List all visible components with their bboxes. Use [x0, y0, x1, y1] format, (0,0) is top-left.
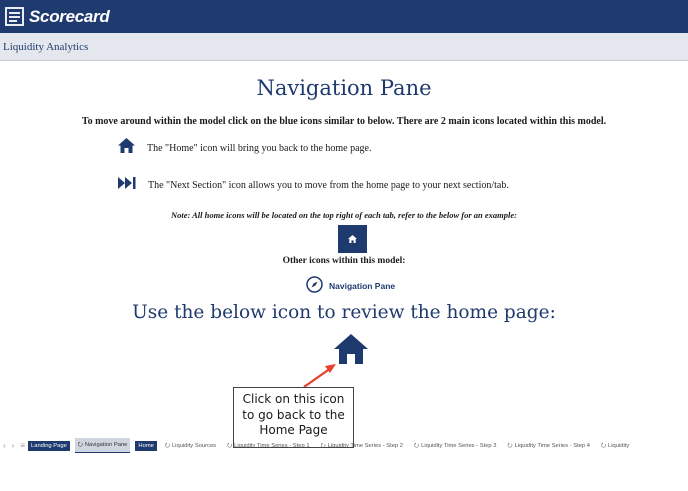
tab-item[interactable]: [318, 439, 406, 453]
tab-item[interactable]: [411, 439, 499, 453]
tab-item[interactable]: [75, 438, 131, 453]
tab-label: Landing Page: [31, 442, 67, 449]
tab-item[interactable]: [598, 439, 632, 453]
tab-label: Navigation Pane: [84, 442, 128, 448]
sheet-tab-bar: [0, 435, 688, 456]
tab-list: [28, 438, 637, 453]
tab-item[interactable]: [135, 441, 156, 451]
link-icon: ⭮: [320, 442, 326, 449]
navigation-pane-label: Navigation Pane: [329, 280, 396, 291]
link-icon: ⭮: [164, 442, 170, 449]
link-icon: ⭮: [77, 442, 83, 448]
link-icon: ⭮: [507, 442, 513, 449]
tab-item[interactable]: [224, 439, 312, 453]
link-icon: ⭮: [227, 442, 233, 449]
review-heading: Use the below icon to review the home page:: [132, 302, 556, 323]
tab-prev-icon[interactable]: ‹: [3, 441, 6, 450]
tab-label: Liquidity Time Series - Step 3: [421, 442, 497, 449]
tab-item[interactable]: [162, 439, 219, 453]
next-section-description: The "Next Section" icon allows you to move from the home page to your next section/tab.: [148, 179, 509, 191]
tab-item[interactable]: [505, 439, 593, 453]
callout-line: Click on this icon: [242, 392, 345, 406]
tab-label: Liquidity Time Series - Step 2: [327, 442, 404, 449]
tab-label: Liquidity: [608, 442, 630, 449]
tab-label: Liquidity Time Series - Step 4: [514, 442, 590, 449]
tab-label: Home: [138, 442, 154, 449]
home-icon-description: The "Home" icon will bring you back to the home page.: [147, 142, 372, 154]
note-text: Note: All home icons will be located on the top right of each tab, refer to the below for an example:: [170, 210, 518, 220]
callout-line: to go back to the: [242, 407, 345, 422]
tab-label: Liquidity Sources: [171, 442, 217, 449]
link-icon: ⭮: [600, 442, 607, 449]
tab-label: Liquidity Time Series - Step 1: [234, 442, 310, 449]
page-title: Navigation Pane: [256, 76, 432, 100]
other-icons-label: Other icons within this model:: [282, 256, 406, 266]
link-icon: ⭮: [414, 442, 420, 449]
callout-line: Home Page: [259, 423, 328, 437]
tab-item[interactable]: [28, 441, 70, 451]
tab-next-icon[interactable]: ›: [11, 441, 15, 450]
page-subtitle: Liquidity Analytics: [3, 40, 89, 53]
intro-text: To move around within the model click on the blue icons similar to below. There are 2 main icons located within this model.: [81, 116, 607, 127]
tab-menu-icon[interactable]: ≡: [20, 441, 26, 450]
app-title: Scorecard: [29, 6, 110, 26]
